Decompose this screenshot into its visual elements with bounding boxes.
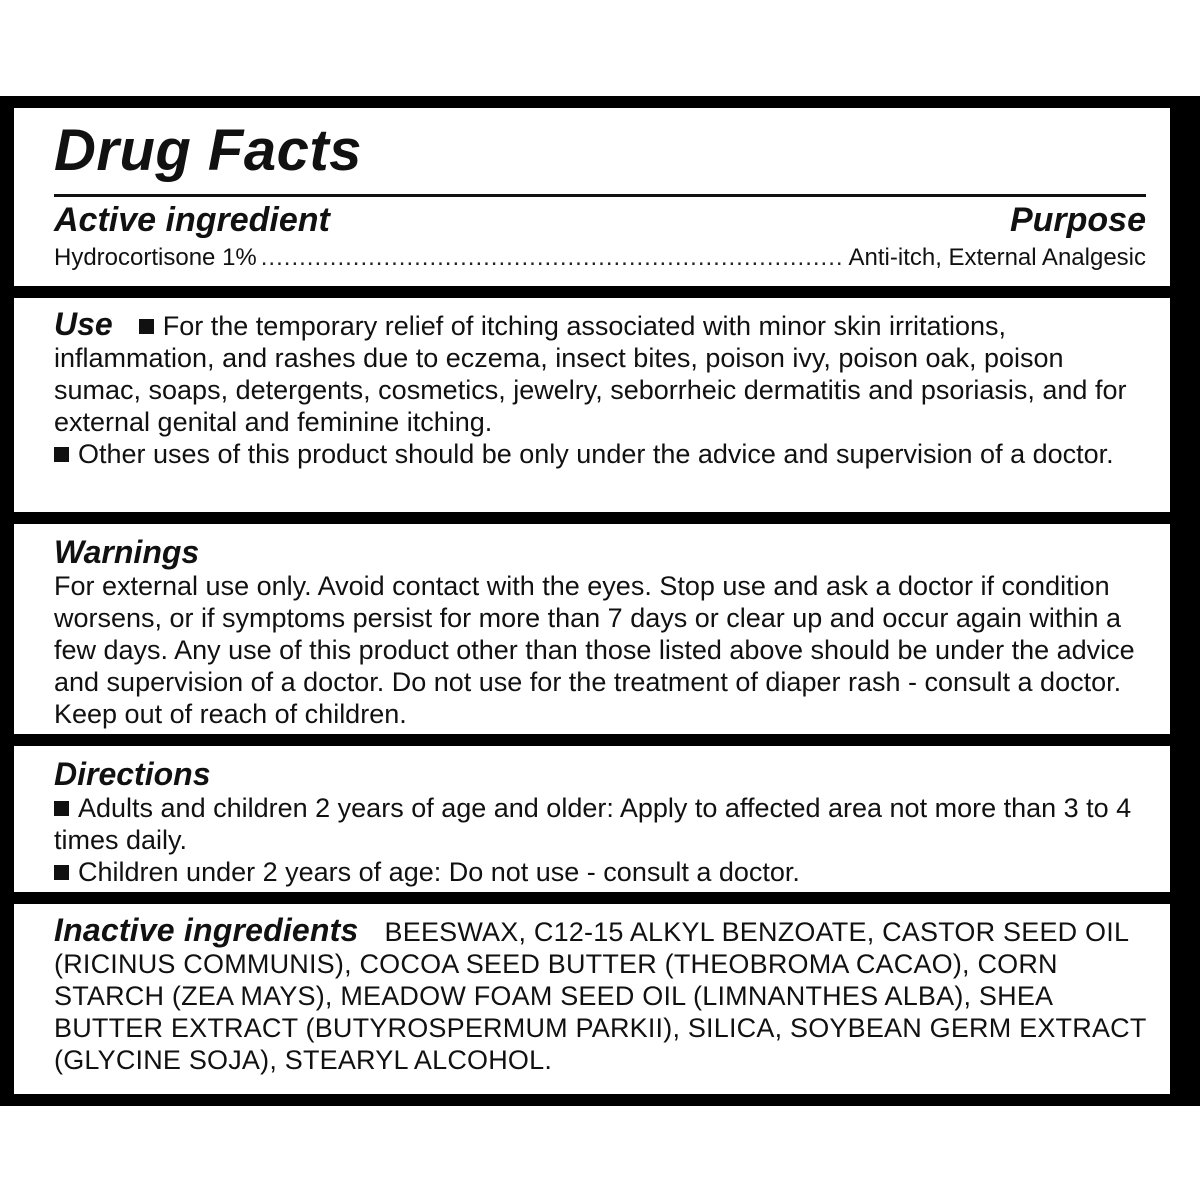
active-ingredient-row bbox=[54, 244, 1146, 273]
directions-bullet-1 bbox=[54, 792, 1156, 856]
inactive-ingredients-heading: Inactive ingredients bbox=[54, 912, 359, 948]
directions-content bbox=[54, 756, 1156, 888]
purpose-heading: Purpose bbox=[1009, 201, 1146, 239]
dot-leader bbox=[261, 244, 845, 273]
use-bullet-1-text: For the temporary relief of itching associated with minor skin irritations, inflammation, and rashes due to eczema, insect bites, poison ivy, poison oak, poison sumac, soaps, detergents, cosmetics, jewelry, seborrheic dermatitis and psoriasis, and for external genital and feminine itching. bbox=[54, 311, 1127, 437]
use-content bbox=[54, 308, 1156, 470]
active-ingredient-heading: Active ingredient bbox=[54, 201, 330, 239]
warnings-text: For external use only. Avoid contact with the eyes. Stop use and ask a doctor if condition worsens, or if symptoms persist for more than 7 days or clear up and occur again within a few days. Any use of this product other than those listed above should be under the advice and supervision of a doctor. Do not use for the treatment of diaper rash - consult a doctor. Keep out of reach of children. bbox=[54, 571, 1135, 729]
bullet-square-icon bbox=[54, 801, 69, 816]
bullet-square-icon bbox=[139, 319, 154, 334]
drug-facts-header-section bbox=[14, 108, 1170, 286]
warnings-content bbox=[54, 534, 1156, 730]
warnings-heading: Warnings bbox=[54, 534, 200, 570]
directions-bullet-2-text: Children under 2 years of age: Do not use - consult a doctor. bbox=[78, 857, 800, 887]
use-heading: Use bbox=[54, 306, 113, 342]
inactive-ingredients-paragraph bbox=[54, 914, 1156, 1076]
use-bullet-1 bbox=[54, 308, 1156, 438]
inactive-ingredients-content bbox=[54, 914, 1156, 1076]
use-bullet-2-text: Other uses of this product should be only under the advice and supervision of a doctor. bbox=[78, 439, 1114, 469]
directions-bullet-1-text: Adults and children 2 years of age and older: Apply to affected area not more than 3 to 4 times daily. bbox=[54, 793, 1132, 855]
directions-heading: Directions bbox=[54, 756, 211, 792]
drug-facts-panel bbox=[0, 96, 1200, 1106]
bullet-square-icon bbox=[54, 447, 69, 462]
bullet-square-icon bbox=[54, 865, 69, 880]
use-section bbox=[14, 298, 1170, 512]
directions-bullet-2 bbox=[54, 856, 1156, 888]
use-bullet-2 bbox=[54, 438, 1156, 470]
title-divider bbox=[54, 194, 1146, 197]
active-ingredient-purpose: Anti-itch, External Analgesic bbox=[848, 244, 1146, 271]
active-ingredient-heading-row bbox=[54, 202, 1146, 239]
warnings-section bbox=[14, 524, 1170, 734]
active-ingredient-name: Hydrocortisone 1% bbox=[54, 244, 257, 271]
inactive-ingredients-section bbox=[14, 904, 1170, 1094]
drug-facts-title: Drug Facts bbox=[54, 118, 362, 183]
directions-section bbox=[14, 746, 1170, 892]
inactive-ingredients-text: BEESWAX, C12-15 ALKYL BENZOATE, CASTOR SEED OIL (RICINUS COMMUNIS), COCOA SEED BUTTER (THEOBROMA CACAO), CORN STARCH (ZEA MAYS), MEADOW FOAM SEED OIL (LIMNANTHES ALBA), SHEA BUTTER EXTRACT (BUTYROSPERMUM PARKII), SILICA, SOYBEAN GERM EXTRACT (GLYCINE SOJA), STEARYL ALCOHOL. bbox=[54, 917, 1147, 1075]
